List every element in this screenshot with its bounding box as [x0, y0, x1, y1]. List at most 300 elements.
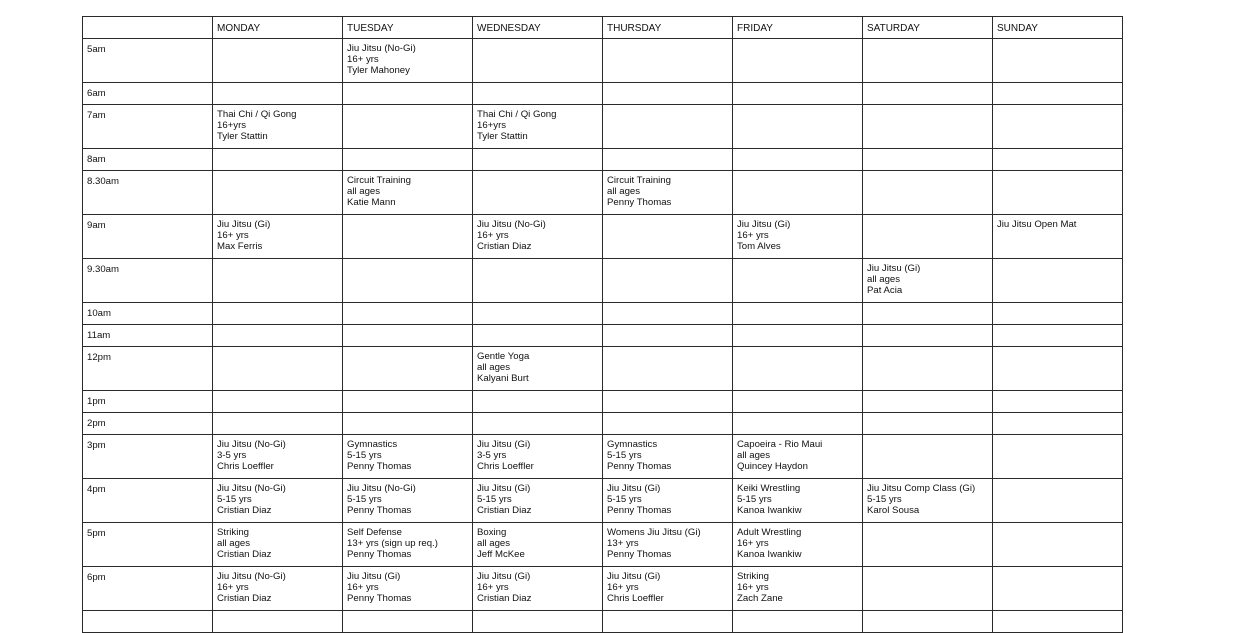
class-cell — [863, 215, 993, 259]
class-info — [473, 83, 602, 87]
time-cell — [83, 325, 213, 347]
class-age: 16+ yrs — [737, 582, 769, 593]
class-cell — [863, 413, 993, 435]
class-info — [733, 171, 862, 175]
class-info — [213, 567, 342, 604]
class-info — [733, 435, 862, 472]
class-cell — [863, 611, 993, 633]
header-thursday — [603, 17, 733, 39]
day-label: THURSDAY — [607, 23, 662, 34]
class-cell — [993, 567, 1123, 611]
class-info — [733, 105, 862, 109]
class-name: Jiu Jitsu (Gi) — [347, 571, 401, 582]
class-cell — [993, 39, 1123, 83]
class-instructor: Chris Loeffler — [477, 461, 534, 472]
time-cell — [83, 567, 213, 611]
class-info — [603, 215, 732, 219]
class-cell — [993, 479, 1123, 523]
class-cell — [603, 105, 733, 149]
class-cell — [343, 611, 473, 633]
class-info — [863, 567, 992, 571]
class-cell — [733, 611, 863, 633]
header-row — [83, 17, 1123, 39]
class-cell — [213, 523, 343, 567]
class-info — [603, 149, 732, 153]
time-cell — [83, 347, 213, 391]
class-cell — [603, 83, 733, 105]
table-row — [83, 347, 1123, 391]
class-cell — [343, 259, 473, 303]
class-cell — [733, 149, 863, 171]
class-name: Gymnastics — [347, 439, 398, 450]
class-cell — [213, 413, 343, 435]
class-cell — [993, 413, 1123, 435]
class-info — [603, 523, 732, 560]
class-cell — [343, 435, 473, 479]
class-info — [863, 611, 992, 615]
class-cell — [733, 215, 863, 259]
class-instructor: Quincey Haydon — [737, 461, 808, 472]
class-instructor: Chris Loeffler — [607, 593, 664, 604]
class-instructor: Penny Thomas — [607, 549, 672, 560]
class-cell — [343, 567, 473, 611]
class-name: Jiu Jitsu (No-Gi) — [347, 483, 416, 494]
class-info — [863, 347, 992, 351]
class-name: Striking — [217, 527, 249, 538]
class-info — [213, 39, 342, 43]
class-name: Adult Wrestling — [737, 527, 802, 538]
time-label: 2pm — [87, 418, 106, 429]
class-cell — [733, 39, 863, 83]
class-info — [993, 413, 1122, 417]
table-row — [83, 391, 1123, 413]
class-info — [863, 303, 992, 307]
class-age: 5-15 yrs — [217, 494, 252, 505]
class-info — [213, 105, 342, 142]
class-cell — [473, 435, 603, 479]
class-instructor: Penny Thomas — [347, 461, 412, 472]
class-info — [473, 105, 602, 142]
header-saturday — [863, 17, 993, 39]
class-info — [993, 215, 1122, 230]
class-cell — [603, 215, 733, 259]
class-name: Jiu Jitsu (No-Gi) — [217, 439, 286, 450]
class-cell — [213, 435, 343, 479]
table-row — [83, 171, 1123, 215]
class-info — [343, 523, 472, 560]
time-label: 9.30am — [87, 264, 119, 275]
class-cell — [343, 39, 473, 83]
class-cell — [343, 149, 473, 171]
table-row — [83, 435, 1123, 479]
class-cell — [603, 523, 733, 567]
class-cell — [733, 523, 863, 567]
class-info — [863, 259, 992, 296]
class-info — [473, 215, 602, 252]
class-info — [473, 259, 602, 263]
class-info — [603, 347, 732, 351]
class-cell — [473, 105, 603, 149]
class-cell — [473, 567, 603, 611]
class-name: Self Defense — [347, 527, 402, 538]
class-cell — [213, 479, 343, 523]
class-cell — [343, 523, 473, 567]
class-info — [343, 39, 472, 76]
class-info — [213, 303, 342, 307]
class-info — [343, 391, 472, 395]
class-info — [213, 479, 342, 516]
class-instructor: Cristian Diaz — [477, 505, 532, 516]
class-name: Gymnastics — [607, 439, 658, 450]
class-info — [733, 39, 862, 43]
class-info — [343, 347, 472, 351]
class-cell — [473, 39, 603, 83]
class-cell — [343, 105, 473, 149]
time-label: 7am — [87, 110, 106, 121]
header-monday — [213, 17, 343, 39]
corner-label — [83, 17, 212, 23]
class-info — [863, 413, 992, 417]
class-instructor: Penny Thomas — [347, 549, 412, 560]
class-cell — [343, 479, 473, 523]
class-instructor: Cristian Diaz — [217, 549, 272, 560]
class-age: 16+yrs — [217, 120, 247, 131]
class-name: Jiu Jitsu (Gi) — [477, 571, 531, 582]
class-cell — [863, 523, 993, 567]
class-age: all ages — [607, 186, 641, 197]
class-age: 5-15 yrs — [347, 450, 382, 461]
class-cell — [993, 347, 1123, 391]
class-info — [863, 435, 992, 439]
time-label: 6am — [87, 88, 106, 99]
schedule-table — [82, 16, 1123, 633]
table-row — [83, 479, 1123, 523]
class-cell — [733, 567, 863, 611]
class-cell — [473, 215, 603, 259]
class-info — [343, 325, 472, 329]
time-cell — [83, 105, 213, 149]
class-cell — [213, 325, 343, 347]
time-label — [83, 611, 212, 616]
class-cell — [733, 105, 863, 149]
class-cell — [213, 259, 343, 303]
class-age: 16+ yrs — [347, 54, 379, 65]
class-info — [733, 391, 862, 395]
class-info — [343, 611, 472, 615]
class-instructor: Jeff McKee — [477, 549, 525, 560]
class-info — [213, 259, 342, 263]
class-age: 16+yrs — [477, 120, 507, 131]
class-info — [993, 39, 1122, 43]
class-cell — [213, 567, 343, 611]
class-info — [863, 523, 992, 527]
class-instructor: Zach Zane — [737, 593, 783, 604]
class-name: Capoeira - Rio Maui — [737, 439, 823, 450]
class-name: Jiu Jitsu (Gi) — [477, 483, 531, 494]
class-instructor: Max Ferris — [217, 241, 263, 252]
class-instructor: Penny Thomas — [347, 505, 412, 516]
class-cell — [733, 303, 863, 325]
header-sunday — [993, 17, 1123, 39]
class-name: Jiu Jitsu (Gi) — [477, 439, 531, 450]
class-info — [343, 303, 472, 307]
day-label: FRIDAY — [737, 23, 773, 34]
class-instructor: Tyler Stattin — [477, 131, 528, 142]
class-cell — [603, 347, 733, 391]
class-age: 16+ yrs — [217, 582, 249, 593]
class-name: Jiu Jitsu (Gi) — [867, 263, 921, 274]
class-cell — [213, 105, 343, 149]
time-cell — [83, 39, 213, 83]
day-label: WEDNESDAY — [477, 23, 541, 34]
time-cell — [83, 171, 213, 215]
class-info — [603, 259, 732, 263]
table-row — [83, 149, 1123, 171]
time-cell — [83, 435, 213, 479]
time-cell — [83, 83, 213, 105]
class-name: Circuit Training — [347, 175, 411, 186]
class-info — [733, 325, 862, 329]
time-label: 1pm — [87, 396, 106, 407]
table-row — [83, 83, 1123, 105]
class-cell — [213, 347, 343, 391]
class-cell — [213, 611, 343, 633]
class-instructor: Cristian Diaz — [217, 505, 272, 516]
class-cell — [993, 259, 1123, 303]
class-name: Jiu Jitsu (No-Gi) — [217, 571, 286, 582]
class-info — [603, 567, 732, 604]
class-instructor: Chris Loeffler — [217, 461, 274, 472]
class-info — [733, 479, 862, 516]
class-info — [603, 435, 732, 472]
class-info — [213, 171, 342, 175]
class-info — [733, 347, 862, 351]
table-row — [83, 105, 1123, 149]
class-cell — [603, 303, 733, 325]
class-instructor: Cristian Diaz — [477, 593, 532, 604]
class-age: 5-15 yrs — [607, 450, 642, 461]
class-info — [863, 479, 992, 516]
class-cell — [213, 171, 343, 215]
class-cell — [733, 259, 863, 303]
class-info — [473, 39, 602, 43]
table-row — [83, 39, 1123, 83]
class-cell — [343, 391, 473, 413]
class-info — [993, 325, 1122, 329]
time-cell — [83, 611, 213, 633]
class-age: all ages — [737, 450, 771, 461]
class-name: Jiu Jitsu (No-Gi) — [347, 43, 416, 54]
class-info — [473, 435, 602, 472]
class-info — [993, 479, 1122, 483]
class-name: Jiu Jitsu (No-Gi) — [477, 219, 546, 230]
class-name: Striking — [737, 571, 769, 582]
class-info — [343, 435, 472, 472]
class-info — [733, 567, 862, 604]
class-name: Jiu Jitsu (Gi) — [607, 571, 661, 582]
class-info — [473, 149, 602, 153]
class-info — [603, 39, 732, 43]
class-info — [603, 83, 732, 87]
class-cell — [213, 391, 343, 413]
class-cell — [343, 171, 473, 215]
class-cell — [603, 171, 733, 215]
class-info — [733, 523, 862, 560]
class-age: all ages — [477, 538, 511, 549]
schedule-body — [83, 39, 1123, 633]
class-info — [863, 215, 992, 219]
class-name: Boxing — [477, 527, 507, 538]
header-friday — [733, 17, 863, 39]
class-instructor: Cristian Diaz — [477, 241, 532, 252]
table-row — [83, 611, 1123, 633]
class-cell — [473, 347, 603, 391]
class-info — [213, 611, 342, 615]
class-cell — [473, 83, 603, 105]
time-label: 11am — [87, 330, 111, 341]
class-info — [473, 347, 602, 384]
time-label: 9am — [87, 220, 106, 231]
class-cell — [603, 391, 733, 413]
class-name: Thai Chi / Qi Gong — [477, 109, 557, 120]
class-name: Jiu Jitsu Comp Class (Gi) — [867, 483, 976, 494]
class-cell — [993, 523, 1123, 567]
class-name: Womens Jiu Jitsu (Gi) — [607, 527, 701, 538]
time-cell — [83, 391, 213, 413]
time-cell — [83, 259, 213, 303]
class-info — [603, 325, 732, 329]
class-info — [993, 303, 1122, 307]
class-info — [863, 39, 992, 43]
class-info — [473, 479, 602, 516]
class-cell — [473, 171, 603, 215]
class-info — [343, 215, 472, 219]
time-label: 5am — [87, 44, 106, 55]
class-age: 3-5 yrs — [217, 450, 247, 461]
class-cell — [993, 303, 1123, 325]
class-info — [213, 523, 342, 560]
class-info — [993, 171, 1122, 175]
class-cell — [993, 391, 1123, 413]
class-cell — [213, 303, 343, 325]
day-label: SATURDAY — [867, 23, 920, 34]
class-instructor: Kanoa Iwankiw — [737, 505, 802, 516]
time-label: 8.30am — [87, 176, 119, 187]
class-cell — [993, 149, 1123, 171]
class-instructor: Penny Thomas — [607, 197, 672, 208]
time-cell — [83, 413, 213, 435]
class-info — [603, 479, 732, 516]
class-age: 5-15 yrs — [867, 494, 902, 505]
class-cell — [733, 171, 863, 215]
class-info — [863, 325, 992, 329]
class-cell — [993, 325, 1123, 347]
table-row — [83, 303, 1123, 325]
class-instructor: Penny Thomas — [607, 505, 672, 516]
class-cell — [473, 611, 603, 633]
class-cell — [473, 325, 603, 347]
class-info — [213, 435, 342, 472]
class-age: 16+ yrs — [477, 582, 509, 593]
class-info — [733, 83, 862, 87]
time-label: 3pm — [87, 440, 106, 451]
class-instructor: Kanoa Iwankiw — [737, 549, 802, 560]
class-info — [993, 259, 1122, 263]
class-age: all ages — [867, 274, 901, 285]
class-cell — [603, 39, 733, 83]
class-cell — [343, 325, 473, 347]
class-info — [993, 105, 1122, 109]
class-info — [863, 391, 992, 395]
time-cell — [83, 479, 213, 523]
class-age: 16+ yrs — [737, 230, 769, 241]
class-name: Jiu Jitsu (Gi) — [217, 219, 271, 230]
class-info — [993, 435, 1122, 439]
class-cell — [473, 413, 603, 435]
time-cell — [83, 149, 213, 171]
class-cell — [603, 149, 733, 171]
class-info — [603, 611, 732, 615]
class-cell — [863, 105, 993, 149]
header-time-corner — [83, 17, 213, 39]
class-info — [213, 215, 342, 252]
class-cell — [603, 479, 733, 523]
class-info — [863, 149, 992, 153]
class-info — [473, 171, 602, 175]
class-cell — [343, 303, 473, 325]
class-instructor: Tyler Stattin — [217, 131, 268, 142]
class-age: 16+ yrs — [477, 230, 509, 241]
class-info — [343, 149, 472, 153]
class-cell — [993, 83, 1123, 105]
time-label: 12pm — [87, 352, 111, 363]
header-tuesday — [343, 17, 473, 39]
class-instructor: Penny Thomas — [607, 461, 672, 472]
time-label: 5pm — [87, 528, 106, 539]
class-cell — [733, 325, 863, 347]
class-name: Jiu Jitsu (Gi) — [607, 483, 661, 494]
class-info — [863, 105, 992, 109]
class-info — [993, 347, 1122, 351]
class-age: 16+ yrs — [347, 582, 379, 593]
class-info — [213, 149, 342, 153]
day-label: MONDAY — [217, 23, 261, 34]
class-instructor: Penny Thomas — [347, 593, 412, 604]
class-info — [603, 413, 732, 417]
class-cell — [993, 171, 1123, 215]
table-row — [83, 259, 1123, 303]
class-cell — [863, 171, 993, 215]
class-info — [343, 567, 472, 604]
class-name: Keiki Wrestling — [737, 483, 801, 494]
class-age: 13+ yrs (sign up req.) — [347, 538, 438, 549]
class-name: Circuit Training — [607, 175, 671, 186]
table-row — [83, 413, 1123, 435]
class-instructor: Katie Mann — [347, 197, 396, 208]
class-cell — [603, 259, 733, 303]
class-info — [343, 413, 472, 417]
class-cell — [733, 391, 863, 413]
class-info — [473, 325, 602, 329]
class-age: 3-5 yrs — [477, 450, 507, 461]
class-info — [473, 523, 602, 560]
class-cell — [863, 435, 993, 479]
class-cell — [863, 39, 993, 83]
table-row — [83, 215, 1123, 259]
class-cell — [473, 259, 603, 303]
class-instructor: Tyler Mahoney — [347, 65, 410, 76]
time-label: 6pm — [87, 572, 106, 583]
